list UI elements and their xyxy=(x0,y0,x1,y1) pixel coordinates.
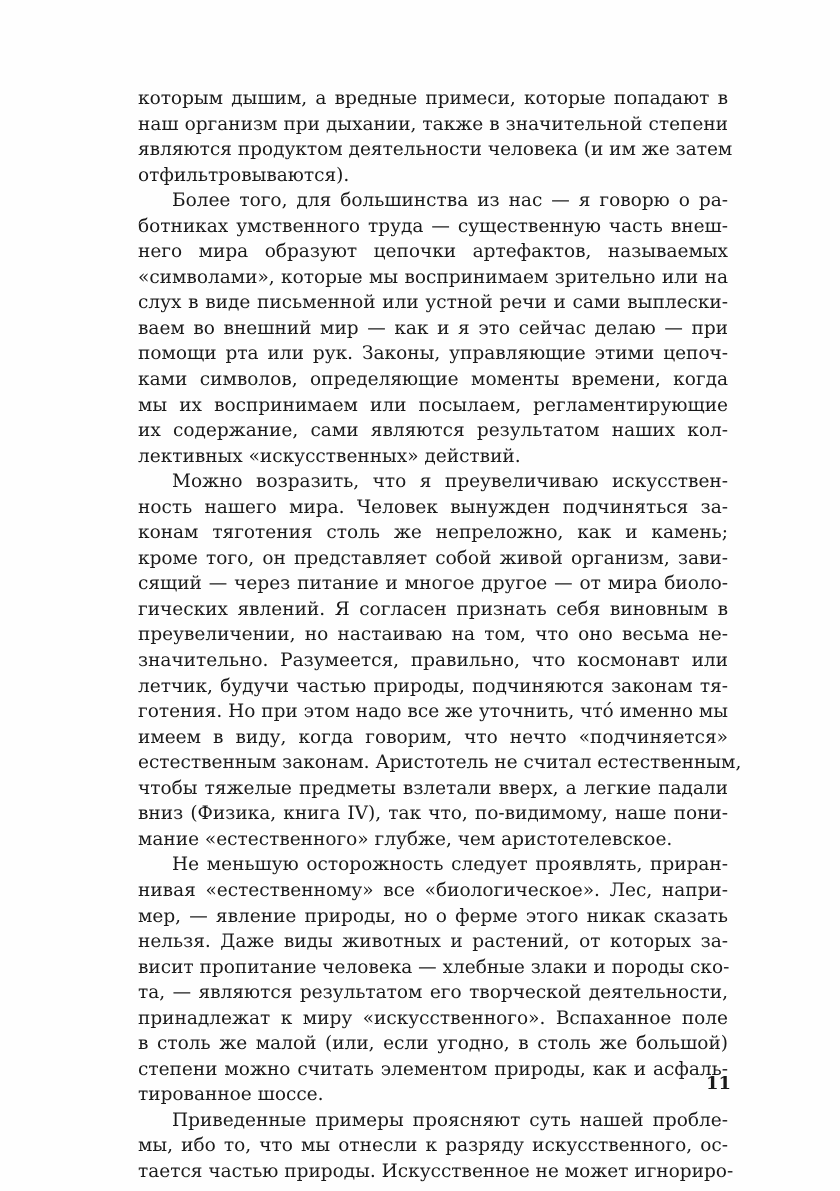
text-line: ками символов, определяющие моменты времени, когда xyxy=(138,369,728,391)
text-line: та, — являются результатом его творческой деятельности, xyxy=(138,982,728,1004)
text-line: сящий — через питание и многое другое — от мира биоло- xyxy=(138,573,728,595)
text-line: чтобы тяжелые предметы взлетали вверх, а легкие падали xyxy=(138,777,728,799)
text-line: преувеличении, но настаиваю на том, что оно весьма не- xyxy=(138,624,728,646)
text-line: наш организм при дыхании, также в значительной степени xyxy=(138,113,728,135)
text-line: висит пропитание человека — хлебные злаки и породы ско- xyxy=(138,956,730,978)
text-line: ваем во внешний мир — как и я это сейчас делаю — при xyxy=(138,317,728,339)
text-line: «символами», которые мы воспринимаем зрительно или на xyxy=(138,266,728,288)
text-line: него мира образуют цепочки артефактов, называемых xyxy=(138,241,728,263)
text-line: мы их воспринимаем или посылаем, регламентирующие xyxy=(138,394,728,416)
text-line: естественным законам. Аристотель не считал естественным, xyxy=(138,752,742,774)
text-line: степени можно считать элементом природы, как и асфаль- xyxy=(138,1058,728,1080)
text-line: Приведенные примеры проясняют суть нашей пробле- xyxy=(172,1109,728,1131)
page-body-text xyxy=(138,86,742,1185)
text-line: тается частью природы. Искусственное не может игнориро- xyxy=(138,1160,734,1182)
text-line: имеем в виду, когда говорим, что нечто «подчиняется» xyxy=(138,726,728,748)
text-line: отфильтровываются). xyxy=(138,164,350,186)
paragraph xyxy=(138,469,742,852)
text-line: являются продуктом деятельности человека (и им же затем xyxy=(138,139,733,161)
text-line: конам тяготения столь же непреложно, как и камень; xyxy=(138,522,728,544)
text-line: ботниках умственного труда — существенную часть внеш- xyxy=(138,215,728,237)
text-line: кроме того, он представляет собой живой организм, зави- xyxy=(138,547,728,569)
text-line: в столь же малой (или, если угодно, в столь же большой) xyxy=(138,1033,728,1055)
page-number: 11 xyxy=(706,1073,732,1094)
text-line: мание «естественного» глубже, чем аристотелевское. xyxy=(138,828,673,850)
text-line: Не меньшую осторожность следует проявлять, приран- xyxy=(172,854,728,876)
text-line: тированное шоссе. xyxy=(138,1084,324,1106)
text-line: мы, ибо то, что мы отнесли к разряду искусственного, ос- xyxy=(138,1135,728,1157)
text-line: нивая «естественному» все «биологическое». Лес, напри- xyxy=(138,879,728,901)
paragraph xyxy=(138,852,728,1107)
text-line: ность нашего мира. Человек вынужден подчиняться за- xyxy=(138,496,728,518)
text-line: мер, — явление природы, но о ферме этого никак сказать xyxy=(138,905,728,927)
text-line: значительно. Разумеется, правильно, что космонавт или xyxy=(138,650,728,672)
text-line: которым дышим, а вредные примеси, которые попадают в xyxy=(138,88,728,109)
paragraph xyxy=(138,1108,734,1185)
text-line: нельзя. Даже виды животных и растений, от которых за- xyxy=(138,931,728,953)
text-line: слух в виде письменной или устной речи и сами выплески- xyxy=(138,292,728,314)
text-line: их содержание, сами являются результатом наших кол- xyxy=(138,420,728,442)
text-line: гических явлений. Я согласен признать себя виновным в xyxy=(138,598,728,620)
text-line: Можно возразить, что я преувеличиваю искусствен- xyxy=(172,471,728,493)
paragraph xyxy=(138,188,728,469)
text-line: Более того, для большинства из нас — я говорю о ра- xyxy=(172,190,728,212)
text-line: летчик, будучи частью природы, подчиняются законам тя- xyxy=(138,675,728,697)
text-line: лективных «искусственных» действий. xyxy=(138,445,521,467)
text-line: готения. Но при этом надо все же уточнить, что́ именно мы xyxy=(138,701,729,723)
text-line: помощи рта или рук. Законы, управляющие этими цепоч- xyxy=(138,343,728,365)
text-line: вниз (Физика, книга IV), так что, по-видимому, наше пони- xyxy=(138,803,728,825)
text-line: принадлежат к миру «искусственного». Вспаханное поле xyxy=(138,1007,728,1029)
paragraph xyxy=(138,86,733,188)
